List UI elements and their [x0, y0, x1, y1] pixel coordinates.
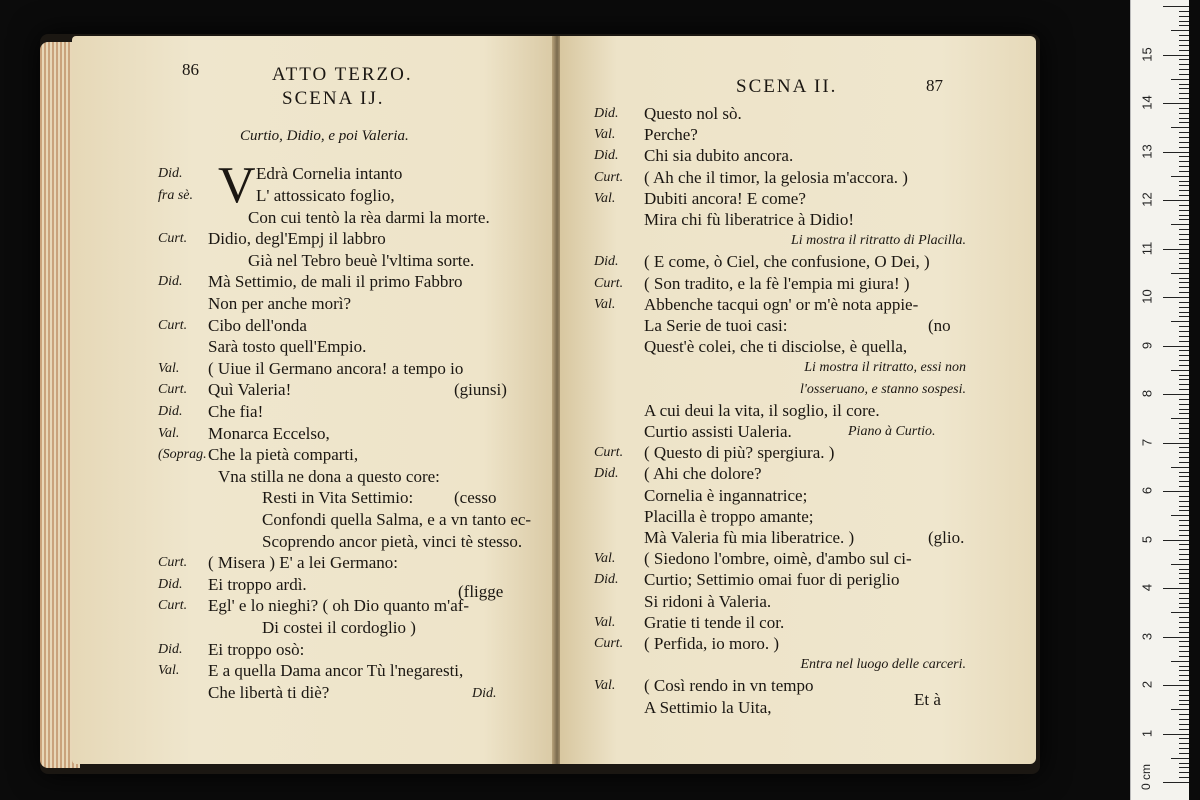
verse-line: Perche? [644, 125, 698, 145]
ruler-tick [1171, 515, 1189, 516]
ruler-tick [1179, 263, 1189, 264]
ruler-tick [1179, 384, 1189, 385]
ruler-number: 7 [1139, 438, 1155, 446]
ruler-tick [1179, 84, 1189, 85]
speaker-label: Curt. [158, 317, 188, 333]
verse-line: Che fia! [208, 402, 264, 421]
verse-line: ( Così rendo in vn tempo [644, 676, 814, 696]
ruler-tick [1179, 675, 1189, 676]
ruler-tick [1171, 612, 1189, 613]
stage-direction: Li mostra il ritratto di Placilla. [790, 233, 966, 249]
ruler-tick [1179, 234, 1189, 235]
ruler-tick [1163, 637, 1189, 638]
ruler-tick [1179, 714, 1189, 715]
marginal-turnover: (fligge [458, 582, 504, 602]
ruler-tick [1179, 25, 1189, 26]
ruler-tick [1163, 782, 1189, 783]
ruler-tick [1179, 181, 1189, 182]
ruler-tick [1163, 394, 1189, 395]
ruler-tick [1179, 738, 1189, 739]
ruler-number: 10 [1139, 289, 1155, 304]
ruler-tick [1179, 554, 1189, 555]
page-number-right: 87 [926, 76, 943, 95]
speaker-label: Did. [158, 641, 183, 657]
ruler-tick [1179, 530, 1189, 531]
speaker-label: Did. [594, 466, 619, 482]
ruler-tick [1179, 627, 1189, 628]
speaker-label: Val. [158, 425, 180, 441]
ruler-tick [1179, 767, 1189, 768]
verse-line: Mà Settimio, de mali il primo Fabbro [208, 272, 463, 292]
ruler-tick [1179, 700, 1189, 701]
verse-line: ( Ahi che dolore? [644, 464, 762, 484]
ruler-number: 15 [1139, 46, 1155, 62]
ruler-tick [1179, 16, 1189, 17]
ruler-tick [1179, 462, 1189, 463]
ruler-tick [1179, 680, 1189, 681]
ruler-tick [1171, 370, 1189, 371]
verse-line: Già nel Tebro beuè l'vltima sorte. [248, 250, 475, 270]
verse-line: Gratie ti tende il cor. [644, 612, 785, 632]
ruler-tick [1179, 486, 1189, 487]
ruler-tick [1179, 229, 1189, 230]
verse-line: ( E come, ò Ciel, che confusione, O Dei, ) [644, 252, 930, 272]
ruler-tick [1171, 79, 1189, 80]
verse-line: Didio, degl'Empj il labbro [208, 229, 386, 249]
verse-line: ( Misera ) E' a lei Germano: [208, 553, 398, 573]
ruler-tick [1179, 777, 1189, 778]
right-page [560, 36, 1036, 764]
speaker-label: Did. [158, 166, 183, 181]
ruler-tick [1179, 603, 1189, 604]
ruler-tick [1163, 200, 1189, 201]
ruler-tick [1179, 137, 1189, 138]
ruler-tick [1179, 210, 1189, 211]
verse-line: Cornelia è ingannatrice; [644, 485, 808, 505]
speaker-label: Did. [594, 148, 619, 164]
ruler-tick [1179, 404, 1189, 405]
ruler-tick [1179, 447, 1189, 448]
ruler-tick [1179, 185, 1189, 186]
ruler-tick [1179, 205, 1189, 206]
ruler-tick [1179, 476, 1189, 477]
ruler-tick [1179, 646, 1189, 647]
ruler-tick [1179, 472, 1189, 473]
ruler-tick [1179, 258, 1189, 259]
verse-line: Abbenche tacqui ogn' or m'è nota appie- [644, 294, 919, 314]
ruler-tick [1179, 113, 1189, 114]
ruler-tick [1179, 239, 1189, 240]
ruler-tick [1179, 40, 1189, 41]
act-header: ATTO TERZO. [272, 64, 413, 85]
ruler-tick [1171, 709, 1189, 710]
verse-line: Mira chi fù liberatrice à Didio! [644, 210, 855, 229]
ruler-tick [1179, 74, 1189, 75]
ruler-tick [1179, 535, 1189, 536]
ruler-number: 8 [1139, 389, 1155, 398]
stage-direction: Li mostra il ritratto, essi non [804, 360, 966, 376]
ruler-tick [1179, 292, 1189, 293]
ruler-tick [1179, 331, 1189, 332]
ruler-tick [1179, 598, 1189, 599]
ruler-tick [1179, 670, 1189, 671]
verse-line: Questo nol sò. [644, 104, 742, 123]
verse-line: Con cui tentò la rèa darmi la morte. [248, 207, 490, 227]
ruler-tick [1179, 525, 1189, 526]
ruler-tick [1179, 593, 1189, 594]
ruler-tick [1163, 346, 1189, 347]
verse-line: Egl' e lo nieghi? ( oh Dio quanto m'af- [208, 596, 470, 616]
ruler-tick [1171, 661, 1189, 662]
ruler-tick [1163, 734, 1189, 735]
verse-line: E a quella Dama ancor Tù l'negaresti, [208, 661, 464, 681]
ruler-tick [1163, 540, 1189, 541]
speaker-label: Val. [594, 190, 616, 206]
ruler-tick [1179, 656, 1189, 657]
verse-line: Ei troppo osò: [208, 639, 305, 659]
ruler-tick [1179, 433, 1189, 434]
ruler-number: 3 [1139, 632, 1155, 640]
verse-line: Chi sia dubito ancora. [644, 146, 794, 166]
ruler-tick [1179, 632, 1189, 633]
speaker-label: Curt. [594, 169, 624, 185]
ruler-tick [1179, 704, 1189, 705]
speaker-label: Did. [594, 572, 619, 588]
ruler-tick [1179, 69, 1189, 70]
ruler-tick [1171, 30, 1189, 31]
scene-header-left: SCENA IJ. [282, 88, 385, 109]
ruler-tick [1171, 564, 1189, 565]
ruler-tick [1179, 719, 1189, 720]
ruler-tick [1179, 375, 1189, 376]
ruler-tick [1163, 297, 1189, 298]
ruler-tick [1171, 127, 1189, 128]
verse-line: Monarca Eccelso, [208, 423, 330, 443]
ruler-number: 5 [1139, 535, 1155, 543]
ruler-tick [1179, 772, 1189, 773]
ruler-tick [1179, 282, 1189, 283]
verse-line: Scoprendo ancor pietà, vinci tè stesso. [262, 531, 523, 551]
ruler-tick [1179, 666, 1189, 667]
ruler-tick [1179, 748, 1189, 749]
verse-line: Sarà tosto quell'Empio. [208, 337, 367, 357]
marginal-turnover: (no [928, 316, 951, 335]
ruler-tick [1179, 166, 1189, 167]
scene-header-right: SCENA II. [736, 76, 838, 97]
verse-line: Resti in Vita Settimio: [262, 488, 414, 508]
speaker-label: Did. [158, 576, 183, 592]
ruler-tick [1171, 321, 1189, 322]
ruler-tick [1179, 268, 1189, 269]
ruler-tick [1179, 122, 1189, 123]
verse-line: Edrà Cornelia intanto [256, 164, 403, 183]
ruler-tick [1179, 573, 1189, 574]
verse-line: Di costei il cordoglio ) [262, 618, 416, 637]
ruler-tick [1179, 389, 1189, 390]
ruler-tick [1179, 501, 1189, 502]
ruler-tick [1179, 399, 1189, 400]
ruler-tick [1179, 355, 1189, 356]
verse-line: Confondi quella Salma, e a vn tanto ec- [262, 510, 532, 529]
speaker-label: Curt. [158, 598, 188, 614]
verse-line: Mà Valeria fù mia liberatrice. ) [644, 528, 855, 547]
ruler-tick [1179, 215, 1189, 216]
ruler-tick [1179, 428, 1189, 429]
ruler-tick [1179, 510, 1189, 511]
ruler-tick [1179, 326, 1189, 327]
verse-line: Curtio; Settimio omai fuor di periglio [644, 570, 900, 590]
cast-list: Curtio, Didio, e poi Valeria. [240, 128, 409, 144]
ruler-tick [1179, 753, 1189, 754]
marginal-turnover: (glio. [928, 528, 965, 547]
ruler-tick [1163, 491, 1189, 492]
verse-line: Cibo dell'onda [208, 315, 307, 335]
verse-line: Che la pietà comparti, [208, 445, 359, 465]
ruler-number: 14 [1139, 95, 1155, 110]
ruler-tick [1163, 443, 1189, 444]
ruler-tick [1179, 578, 1189, 579]
ruler-tick [1179, 302, 1189, 303]
ruler-number: 1 [1139, 729, 1155, 737]
verse-line: La Serie de tuoi casi: [644, 316, 788, 335]
catchword-right: Et à [914, 690, 941, 709]
ruler-tick [1179, 457, 1189, 458]
ruler-tick [1171, 224, 1189, 225]
ruler-tick [1179, 88, 1189, 89]
ruler-tick [1179, 195, 1189, 196]
ruler-tick [1179, 695, 1189, 696]
ruler-tick [1171, 418, 1189, 419]
ruler-tick [1179, 549, 1189, 550]
ruler-tick [1163, 685, 1189, 686]
ruler-tick [1179, 409, 1189, 410]
left-page [72, 36, 556, 764]
ruler-tick [1179, 496, 1189, 497]
ruler-tick [1179, 59, 1189, 60]
ruler-tick [1179, 651, 1189, 652]
ruler-tick [1179, 423, 1189, 424]
ruler-tick [1179, 253, 1189, 254]
verse-line: ( Son tradito, e la fè l'empia mi giura! ) [644, 273, 910, 293]
verse-line: ( Ah che il timor, la gelosia m'accora. ) [644, 167, 908, 187]
verse-line: Che libertà ti diè? [208, 682, 330, 702]
ruler-tick [1171, 176, 1189, 177]
ruler-tick [1163, 6, 1189, 7]
ruler-number: 13 [1139, 143, 1155, 159]
speaker-label: Did. [158, 404, 183, 419]
page-number-left: 86 [182, 60, 199, 79]
ruler-tick [1179, 544, 1189, 545]
ruler-tick [1179, 132, 1189, 133]
ruler-tick [1179, 724, 1189, 725]
ruler-tick [1179, 278, 1189, 279]
ruler-tick [1179, 147, 1189, 148]
ruler-tick [1179, 98, 1189, 99]
speaker-label: Val. [594, 678, 616, 694]
ruler-tick [1179, 341, 1189, 342]
ruler-tick [1171, 273, 1189, 274]
speaker-label: Val. [594, 614, 616, 630]
ruler-tick [1179, 108, 1189, 109]
stage-direction: Piano à Curtio. [848, 424, 936, 439]
speaker-label: Val. [594, 296, 616, 312]
speaker-label: Curt. [158, 555, 188, 571]
ruler-number: 12 [1139, 192, 1155, 207]
speaker-label: Curt. [158, 382, 188, 398]
ruler-tick [1171, 467, 1189, 468]
speaker-label: Did. [594, 254, 619, 270]
ruler-tick [1179, 350, 1189, 351]
verse-line: Quì Valeria! [208, 380, 292, 400]
ruler-tick [1179, 64, 1189, 65]
ruler-tick [1179, 690, 1189, 691]
ruler-tick [1179, 506, 1189, 507]
marginal-turnover: (giunsi) [454, 380, 507, 400]
ruler-tick [1171, 758, 1189, 759]
ruler-tick [1179, 307, 1189, 308]
verse-line: Curtio assisti Ualeria. [644, 422, 792, 441]
ruler-tick [1179, 379, 1189, 380]
ruler-tick [1179, 45, 1189, 46]
verse-line: Ei troppo ardì. [208, 574, 307, 594]
ruler-tick [1179, 118, 1189, 119]
ruler-tick [1163, 152, 1189, 153]
ruler-tick [1179, 743, 1189, 744]
speaker-label: Curt. [594, 275, 624, 291]
ruler-tick [1179, 607, 1189, 608]
ruler-tick [1179, 312, 1189, 313]
ruler-tick [1179, 520, 1189, 521]
verse-line: ( Siedono l'ombre, oimè, d'ambo sul ci- [644, 549, 912, 569]
ruler-number: 11 [1139, 241, 1155, 255]
speaker-label: fra sè. [158, 188, 193, 203]
speaker-label: Did. [594, 106, 619, 121]
ruler-tick [1179, 481, 1189, 482]
ruler-tick [1179, 11, 1189, 12]
ruler-tick [1179, 336, 1189, 337]
speaker-label: Curt. [594, 445, 624, 461]
ruler-tick [1179, 583, 1189, 584]
ruler-number: 6 [1139, 486, 1155, 495]
verse-line: Vna stilla ne dona a questo core: [218, 466, 440, 486]
ruler-tick [1179, 316, 1189, 317]
verse-line: A Settimio la Uita, [644, 697, 772, 717]
ruler-tick [1179, 93, 1189, 94]
verse-line: ( Perfida, io moro. ) [644, 634, 780, 653]
speaker-label: Val. [158, 663, 180, 679]
verse-line: ( Uiue il Germano ancora! a tempo io [208, 358, 464, 378]
ruler-tick [1179, 287, 1189, 288]
ruler-tick [1179, 21, 1189, 22]
ruler-tick [1179, 360, 1189, 361]
ruler-tick [1179, 763, 1189, 764]
measurement-ruler [1130, 0, 1189, 800]
ruler-tick [1179, 365, 1189, 366]
ruler-tick [1163, 249, 1189, 250]
ruler-tick [1179, 729, 1189, 730]
drop-cap: V [218, 157, 256, 214]
ruler-number: 2 [1139, 680, 1155, 689]
ruler-tick [1179, 161, 1189, 162]
speaker-label: Did. [158, 274, 183, 290]
ruler-tick [1179, 156, 1189, 157]
ruler-tick [1179, 559, 1189, 560]
ruler-tick [1179, 452, 1189, 453]
verse-line: Dubiti ancora! E come? [644, 188, 806, 208]
speaker-label: Val. [158, 360, 180, 376]
verse-line: Quest'è colei, che ti disciolse, è quella, [644, 337, 908, 357]
ruler-tick [1179, 438, 1189, 439]
stage-direction: Entra nel luogo delle carceri. [800, 657, 966, 673]
ruler-unit-label: 0 cm [1139, 763, 1154, 791]
ruler-tick [1179, 641, 1189, 642]
ruler-tick [1179, 622, 1189, 623]
verse-line: Placilla è troppo amante; [644, 506, 814, 526]
verse-line: Non per anche morì? [208, 294, 352, 313]
ruler-tick [1163, 103, 1189, 104]
verse-line: Si ridoni à Valeria. [644, 591, 772, 611]
ruler-tick [1179, 569, 1189, 570]
ruler-tick [1179, 219, 1189, 220]
speaker-label: (Soprag. [158, 447, 207, 463]
ruler-tick [1163, 588, 1189, 589]
ruler-number: 9 [1139, 341, 1155, 349]
speaker-label: Curt. [158, 231, 188, 247]
speaker-label: Val. [594, 551, 616, 567]
verse-line: ( Questo di più? spergiura. ) [644, 443, 835, 463]
speaker-label: Curt. [594, 636, 624, 651]
ruler-tick [1179, 50, 1189, 51]
ruler-tick [1179, 35, 1189, 36]
stage-direction: l'osseruano, e stanno sospesi. [800, 381, 966, 397]
ruler-tick [1179, 142, 1189, 143]
marginal-turnover: (cesso [454, 488, 497, 508]
ruler-tick [1179, 171, 1189, 172]
ruler-tick [1179, 413, 1189, 414]
ruler-tick [1179, 190, 1189, 191]
ruler-tick [1179, 617, 1189, 618]
verse-line: A cui deui la vita, il soglio, il core. [644, 400, 880, 420]
ruler-number: 4 [1139, 583, 1155, 592]
ruler-tick [1179, 244, 1189, 245]
verse-line: L' attossicato foglio, [256, 186, 395, 205]
ruler-tick [1163, 55, 1189, 56]
catchword-left: Did. [472, 686, 497, 701]
speaker-label: Val. [594, 127, 616, 143]
